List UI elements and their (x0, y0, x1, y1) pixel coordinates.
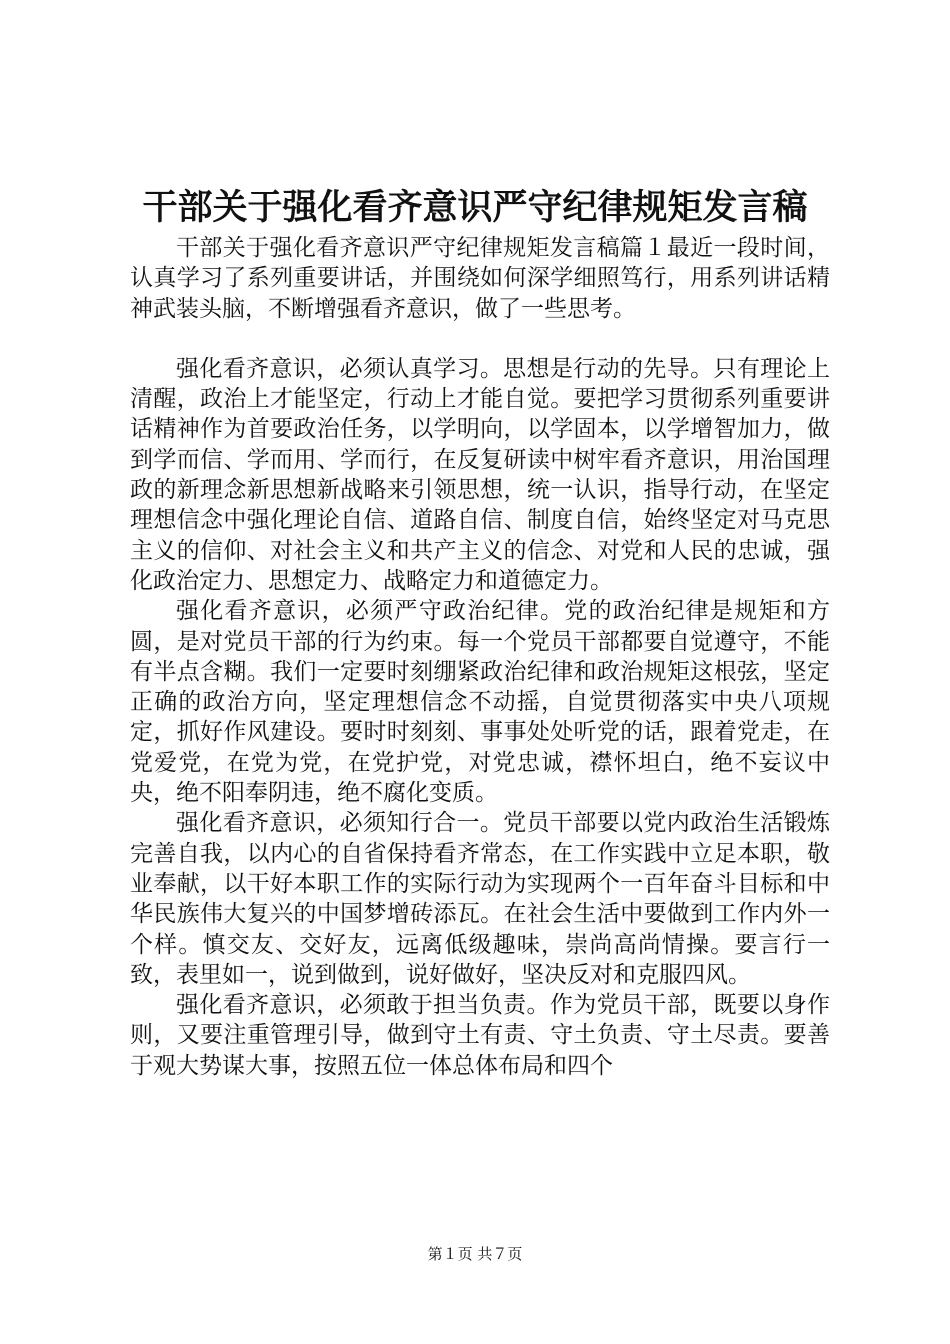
paragraph-intro: 干部关于强化看齐意识严守纪律规矩发言稿篇１最近一段时间，认真学习了系列重要讲话，并围绕如何深学细照笃行，用系列讲话精神武装头脑，不断增强看齐意识，做了一些思考。 (130, 235, 830, 322)
paragraph-responsibility: 强化看齐意识，必须敢于担当负责。作为党员干部，既要以身作则，又要注重管理引导，做到守土有责、守土负责、守土尽责。要善于观大势谋大事，按照五位一体总体布局和四个 (130, 992, 830, 1079)
paragraph-action: 强化看齐意识，必须知行合一。党员干部要以党内政治生活锻炼完善自我，以内心的自省保持看齐常态，在工作实践中立足本职，敬业奉献，以干好本职工作的实际行动为实现两个一百年奋斗目标和中华民族伟大复兴的中国梦增砖添瓦。在社会生活中要做到工作内外一个样。慎交友、交好友，远离低级趣味，崇尚高尚情操。要言行一致，表里如一，说到做到，说好做好，坚决反对和克服四风。 (130, 810, 830, 988)
document-title: 干部关于强化看齐意识严守纪律规矩发言稿 (142, 187, 808, 228)
document-body (130, 233, 830, 1081)
paragraph-discipline: 强化看齐意识，必须严守政治纪律。党的政治纪律是规矩和方圆，是对党员干部的行为约束。每一个党员干部都要自觉遵守，不能有半点含糊。我们一定要时刻绷紧政治纪律和政治规矩这根弦，坚定正确的政治方向，坚定理想信念不动摇，自觉贯彻落实中央八项规定，抓好作风建设。要时时刻刻、事事处处听党的话，跟着党走，在党爱党，在党为党，在党护党，对党忠诚，襟怀坦白，绝不妄议中央，绝不阳奉阴违，绝不腐化变质。 (130, 598, 830, 807)
page-footer: 第１页 共７页 (427, 1245, 523, 1263)
paragraph-study: 强化看齐意识，必须认真学习。思想是行动的先导。只有理论上清醒，政治上才能坚定，行动上才能自觉。要把学习贯彻系列重要讲话精神作为首要政治任务，以学明向，以学固本，以学增智加力，做到学而信、学而用、学而行，在反复研读中树牢看齐意识，用治国理政的新理念新思想新战略来引领思想，统一认识，指导行动，在坚定理想信念中强化理论自信、道路自信、制度自信，始终坚定对马克思主义的信仰、对社会主义和共产主义的信念、对党和人民的忠诚，强化政治定力、思想定力、战略定力和道德定力。 (130, 355, 830, 594)
